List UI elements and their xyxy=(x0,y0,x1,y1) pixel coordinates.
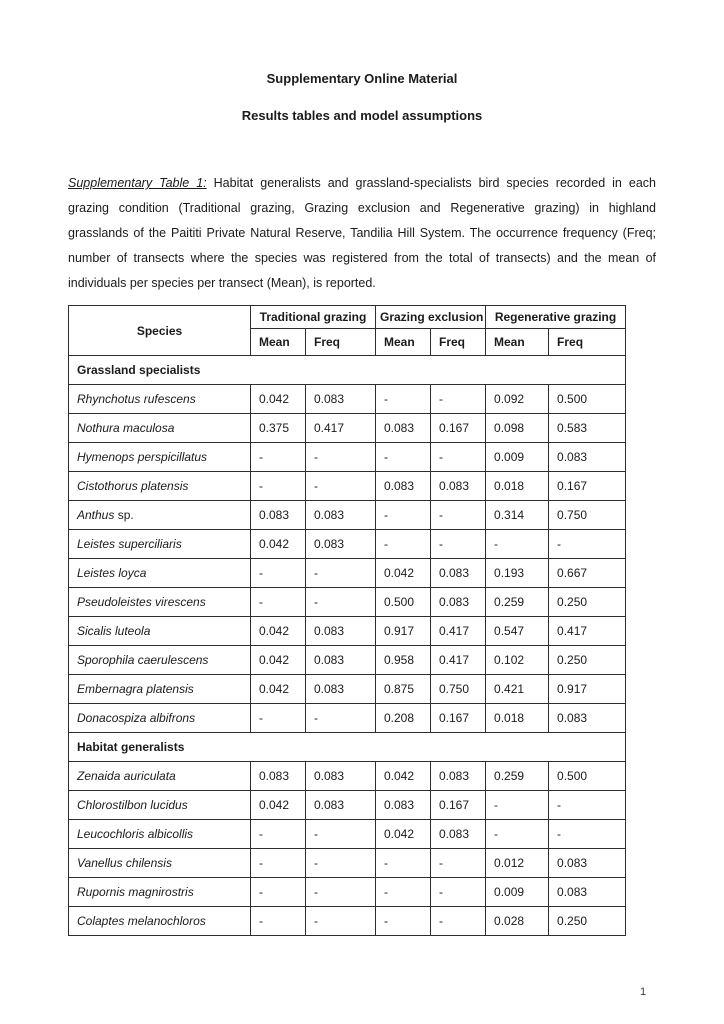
value-cell: - xyxy=(431,501,486,530)
value-cell: - xyxy=(376,385,431,414)
species-name: Hymenops perspicillatus xyxy=(77,450,208,464)
column-header-species: Species xyxy=(69,306,251,356)
value-cell: 0.083 xyxy=(549,878,626,907)
page-content xyxy=(0,71,724,936)
value-cell: 0.167 xyxy=(431,791,486,820)
table-row xyxy=(69,472,626,501)
column-header-freq: Freq xyxy=(549,329,626,356)
table-row xyxy=(69,414,626,443)
table-row xyxy=(69,530,626,559)
value-cell: 0.083 xyxy=(306,791,376,820)
value-cell: 0.042 xyxy=(376,559,431,588)
table-caption-label: Supplementary Table 1: xyxy=(68,176,207,190)
species-name-cell xyxy=(69,907,251,936)
value-cell: - xyxy=(431,907,486,936)
value-cell: - xyxy=(306,559,376,588)
species-name-cell xyxy=(69,704,251,733)
species-name-cell xyxy=(69,530,251,559)
value-cell: - xyxy=(306,443,376,472)
species-name: Colaptes melanochloros xyxy=(77,914,206,928)
table-row xyxy=(69,588,626,617)
value-cell: 0.259 xyxy=(486,588,549,617)
value-cell: 0.083 xyxy=(549,443,626,472)
value-cell: 0.083 xyxy=(376,791,431,820)
column-group-regenerative-grazing: Regenerative grazing xyxy=(486,306,626,329)
species-name: Chlorostilbon lucidus xyxy=(77,798,188,812)
species-name-cell xyxy=(69,588,251,617)
value-cell: - xyxy=(306,472,376,501)
value-cell: 0.083 xyxy=(306,762,376,791)
value-cell: 0.028 xyxy=(486,907,549,936)
value-cell: - xyxy=(251,472,306,501)
species-name-cell xyxy=(69,414,251,443)
value-cell: 0.018 xyxy=(486,472,549,501)
section-header-row xyxy=(69,733,626,762)
value-cell: 0.193 xyxy=(486,559,549,588)
value-cell: 0.083 xyxy=(431,472,486,501)
species-name-cell xyxy=(69,472,251,501)
value-cell: 0.500 xyxy=(376,588,431,617)
column-header-mean: Mean xyxy=(376,329,431,356)
species-name-cell xyxy=(69,762,251,791)
table-row xyxy=(69,791,626,820)
species-name: Sporophila caerulescens xyxy=(77,653,209,667)
table-caption-text: Habitat generalists and grassland-specialists bird species recorded in each grazing condition (Traditional grazing, Grazing exclusion and Regenerative grazing) in highland grasslands of the Paititi Private Natural Reserve, Tandilia Hill System. The occurrence frequency (Freq; number of transects where the species was registered from the total of transects) and the mean of individuals per species per transect (Mean), is reported. xyxy=(68,176,656,290)
value-cell: - xyxy=(306,907,376,936)
value-cell: - xyxy=(376,501,431,530)
species-name-cell xyxy=(69,820,251,849)
table-row xyxy=(69,617,626,646)
value-cell: 0.417 xyxy=(431,646,486,675)
value-cell: 0.917 xyxy=(549,675,626,704)
value-cell: 0.042 xyxy=(251,385,306,414)
column-header-mean: Mean xyxy=(251,329,306,356)
species-name: Leistes loyca xyxy=(77,566,147,580)
species-name: Zenaida auriculata xyxy=(77,769,176,783)
value-cell: 0.083 xyxy=(376,414,431,443)
table-row xyxy=(69,878,626,907)
value-cell: - xyxy=(306,588,376,617)
column-header-freq: Freq xyxy=(306,329,376,356)
value-cell: - xyxy=(549,820,626,849)
value-cell: 0.875 xyxy=(376,675,431,704)
table-row xyxy=(69,704,626,733)
value-cell: 0.083 xyxy=(549,849,626,878)
value-cell: - xyxy=(376,530,431,559)
value-cell: - xyxy=(251,849,306,878)
value-cell: 0.083 xyxy=(431,820,486,849)
value-cell: 0.083 xyxy=(431,559,486,588)
value-cell: 0.042 xyxy=(251,646,306,675)
species-name-cell xyxy=(69,878,251,907)
species-name: Donacospiza albifrons xyxy=(77,711,196,725)
value-cell: - xyxy=(376,878,431,907)
doc-title: Supplementary Online Material xyxy=(266,71,458,86)
value-cell: - xyxy=(251,588,306,617)
value-cell: 0.042 xyxy=(376,762,431,791)
value-cell: 0.208 xyxy=(376,704,431,733)
species-name: Vanellus chilensis xyxy=(77,856,172,870)
value-cell: - xyxy=(431,443,486,472)
section-header-row xyxy=(69,356,626,385)
section-label: Grassland specialists xyxy=(69,356,626,385)
value-cell: 0.250 xyxy=(549,646,626,675)
value-cell: 0.547 xyxy=(486,617,549,646)
value-cell: 0.018 xyxy=(486,704,549,733)
column-group-traditional-grazing: Traditional grazing xyxy=(251,306,376,329)
value-cell: 0.417 xyxy=(306,414,376,443)
table-row xyxy=(69,646,626,675)
value-cell: 0.042 xyxy=(251,530,306,559)
species-name: Leucochloris albicollis xyxy=(77,827,194,841)
value-cell: 0.083 xyxy=(306,646,376,675)
species-name: Pseudoleistes virescens xyxy=(77,595,206,609)
value-cell: 0.042 xyxy=(251,675,306,704)
doc-subtitle: Results tables and model assumptions xyxy=(241,108,483,123)
species-name-cell xyxy=(69,385,251,414)
value-cell: 0.083 xyxy=(306,675,376,704)
value-cell: - xyxy=(431,849,486,878)
species-name: Sicalis luteola xyxy=(77,624,151,638)
species-name: Rhynchotus rufescens xyxy=(77,392,196,406)
table-row xyxy=(69,501,626,530)
value-cell: - xyxy=(376,443,431,472)
species-name-cell xyxy=(69,675,251,704)
value-cell: 0.083 xyxy=(431,762,486,791)
species-name-cell xyxy=(69,501,251,530)
value-cell: - xyxy=(251,878,306,907)
value-cell: - xyxy=(431,530,486,559)
value-cell: 0.500 xyxy=(549,762,626,791)
value-cell: 0.417 xyxy=(431,617,486,646)
value-cell: 0.083 xyxy=(306,530,376,559)
value-cell: 0.083 xyxy=(306,385,376,414)
value-cell: 0.250 xyxy=(549,907,626,936)
value-cell: 0.750 xyxy=(431,675,486,704)
value-cell: 0.375 xyxy=(251,414,306,443)
species-name-cell xyxy=(69,791,251,820)
species-table-head xyxy=(69,306,626,356)
value-cell: - xyxy=(376,849,431,878)
value-cell: - xyxy=(306,878,376,907)
value-cell: 0.417 xyxy=(549,617,626,646)
table-row xyxy=(69,385,626,414)
value-cell: - xyxy=(549,530,626,559)
species-name: Anthus xyxy=(77,508,115,522)
value-cell: - xyxy=(251,443,306,472)
value-cell: 0.083 xyxy=(306,617,376,646)
species-name-cell xyxy=(69,559,251,588)
table-row xyxy=(69,443,626,472)
species-name-suffix: sp. xyxy=(114,508,134,522)
table-row xyxy=(69,559,626,588)
value-cell: 0.098 xyxy=(486,414,549,443)
species-name-cell xyxy=(69,443,251,472)
species-name: Leistes superciliaris xyxy=(77,537,182,551)
value-cell: 0.083 xyxy=(251,762,306,791)
value-cell: 0.009 xyxy=(486,878,549,907)
value-cell: 0.958 xyxy=(376,646,431,675)
value-cell: 0.102 xyxy=(486,646,549,675)
column-header-mean: Mean xyxy=(486,329,549,356)
value-cell: 0.083 xyxy=(306,501,376,530)
table-row xyxy=(69,907,626,936)
value-cell: 0.421 xyxy=(486,675,549,704)
species-name: Cistothorus platensis xyxy=(77,479,189,493)
table-caption xyxy=(68,171,656,296)
page-number: 1 xyxy=(640,986,647,998)
table-row xyxy=(69,762,626,791)
value-cell: 0.583 xyxy=(549,414,626,443)
species-name-cell xyxy=(69,646,251,675)
value-cell: 0.092 xyxy=(486,385,549,414)
value-cell: - xyxy=(251,820,306,849)
value-cell: 0.009 xyxy=(486,443,549,472)
table-row xyxy=(69,820,626,849)
value-cell: - xyxy=(549,791,626,820)
value-cell: - xyxy=(431,385,486,414)
species-name-cell xyxy=(69,849,251,878)
species-name: Nothura maculosa xyxy=(77,421,175,435)
value-cell: 0.259 xyxy=(486,762,549,791)
column-group-grazing-exclusion: Grazing exclusion xyxy=(376,306,486,329)
value-cell: 0.083 xyxy=(376,472,431,501)
species-table-body xyxy=(69,356,626,936)
value-cell: - xyxy=(251,704,306,733)
value-cell: - xyxy=(306,849,376,878)
value-cell: - xyxy=(376,907,431,936)
species-name-cell xyxy=(69,617,251,646)
value-cell: 0.167 xyxy=(431,414,486,443)
species-name: Embernagra platensis xyxy=(77,682,194,696)
value-cell: 0.042 xyxy=(251,791,306,820)
column-header-freq: Freq xyxy=(431,329,486,356)
value-cell: 0.750 xyxy=(549,501,626,530)
value-cell: 0.500 xyxy=(549,385,626,414)
value-cell: 0.167 xyxy=(549,472,626,501)
value-cell: - xyxy=(486,791,549,820)
value-cell: 0.314 xyxy=(486,501,549,530)
value-cell: 0.083 xyxy=(549,704,626,733)
value-cell: - xyxy=(486,820,549,849)
section-label: Habitat generalists xyxy=(69,733,626,762)
value-cell: 0.250 xyxy=(549,588,626,617)
value-cell: 0.917 xyxy=(376,617,431,646)
species-name: Rupornis magnirostris xyxy=(77,885,194,899)
value-cell: 0.083 xyxy=(251,501,306,530)
value-cell: - xyxy=(306,704,376,733)
value-cell: - xyxy=(486,530,549,559)
table-row xyxy=(69,849,626,878)
value-cell: - xyxy=(306,820,376,849)
value-cell: 0.167 xyxy=(431,704,486,733)
value-cell: - xyxy=(251,907,306,936)
value-cell: - xyxy=(251,559,306,588)
value-cell: 0.667 xyxy=(549,559,626,588)
value-cell: 0.012 xyxy=(486,849,549,878)
group-header-row xyxy=(69,306,626,329)
value-cell: 0.042 xyxy=(376,820,431,849)
species-table xyxy=(68,305,626,936)
value-cell: 0.042 xyxy=(251,617,306,646)
value-cell: - xyxy=(431,878,486,907)
table-row xyxy=(69,675,626,704)
value-cell: 0.083 xyxy=(431,588,486,617)
